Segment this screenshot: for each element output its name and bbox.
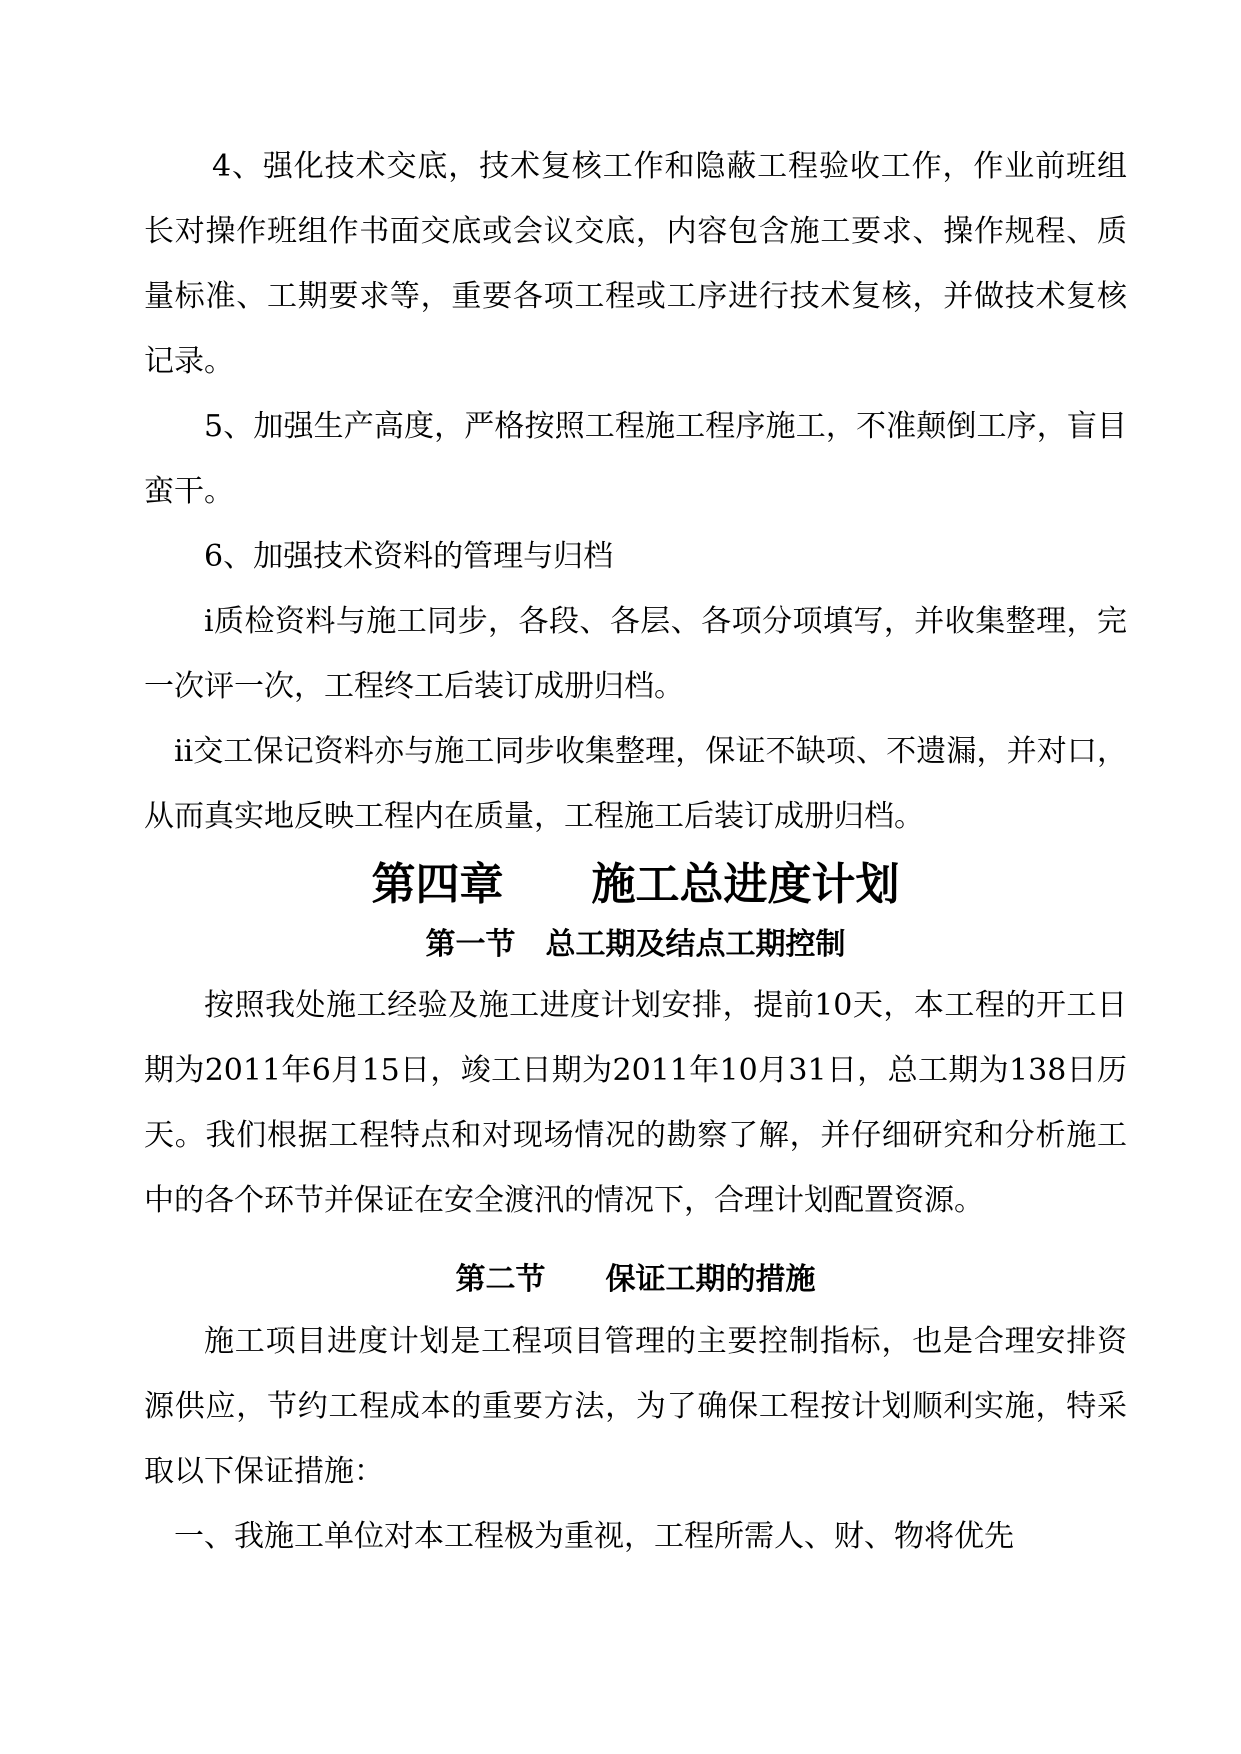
paragraph-item-5: 5、加强生产高度，严格按照工程施工程序施工，不准颠倒工序，盲目蛮干。 [144,409,1127,509]
document-page [144,134,1127,1569]
paragraph-item-4: 4、强化技术交底，技术复核工作和隐蔽工程验收工作，作业前班组长对操作班组作书面交底或会议交底，内容包含施工要求、操作规程、质量标准、工期要求等，重要各项工程或工序进行技术复核，并做技术复核记录。 [144,149,1127,379]
chapter-title: 第四章 施工总进度计划 [371,859,900,910]
section-2-title: 第二节 保证工期的措施 [455,1262,816,1297]
section-2-paragraph: 施工项目进度计划是工程项目管理的主要控制指标，也是合理安排资源供应，节约工程成本的重要方法，为了确保工程按计划顺利实施，特采取以下保证措施： [144,1324,1127,1489]
paragraph-sub-ii: ⅱ交工保记资料亦与施工同步收集整理，保证不缺项、不遗漏，并对口，从而真实地反映工程内在质量，工程施工后装订成册归档。 [144,734,1127,834]
section-2-item-1: 一、我施工单位对本工程极为重视，工程所需人、财、物将优先 [174,1519,1014,1554]
section-1-title: 第一节 总工期及结点工期控制 [425,927,846,962]
section-1-paragraph: 按照我处施工经验及施工进度计划安排，提前10天，本工程的开工日期为2011年6月15日，竣工日期为2011年10月31日，总工期为138日历天。我们根据工程特点和对现场情况的勘察了解，并仔细研究和分析施工中的各个环节并保证在安全渡汛的情况下，合理计划配置资源。 [144,988,1127,1218]
paragraph-item-6: 6、加强技术资料的管理与归档 [204,539,614,574]
paragraph-sub-i: ⅰ质检资料与施工同步，各段、各层、各项分项填写，并收集整理，完一次评一次，工程终工后装订成册归档。 [144,604,1127,704]
